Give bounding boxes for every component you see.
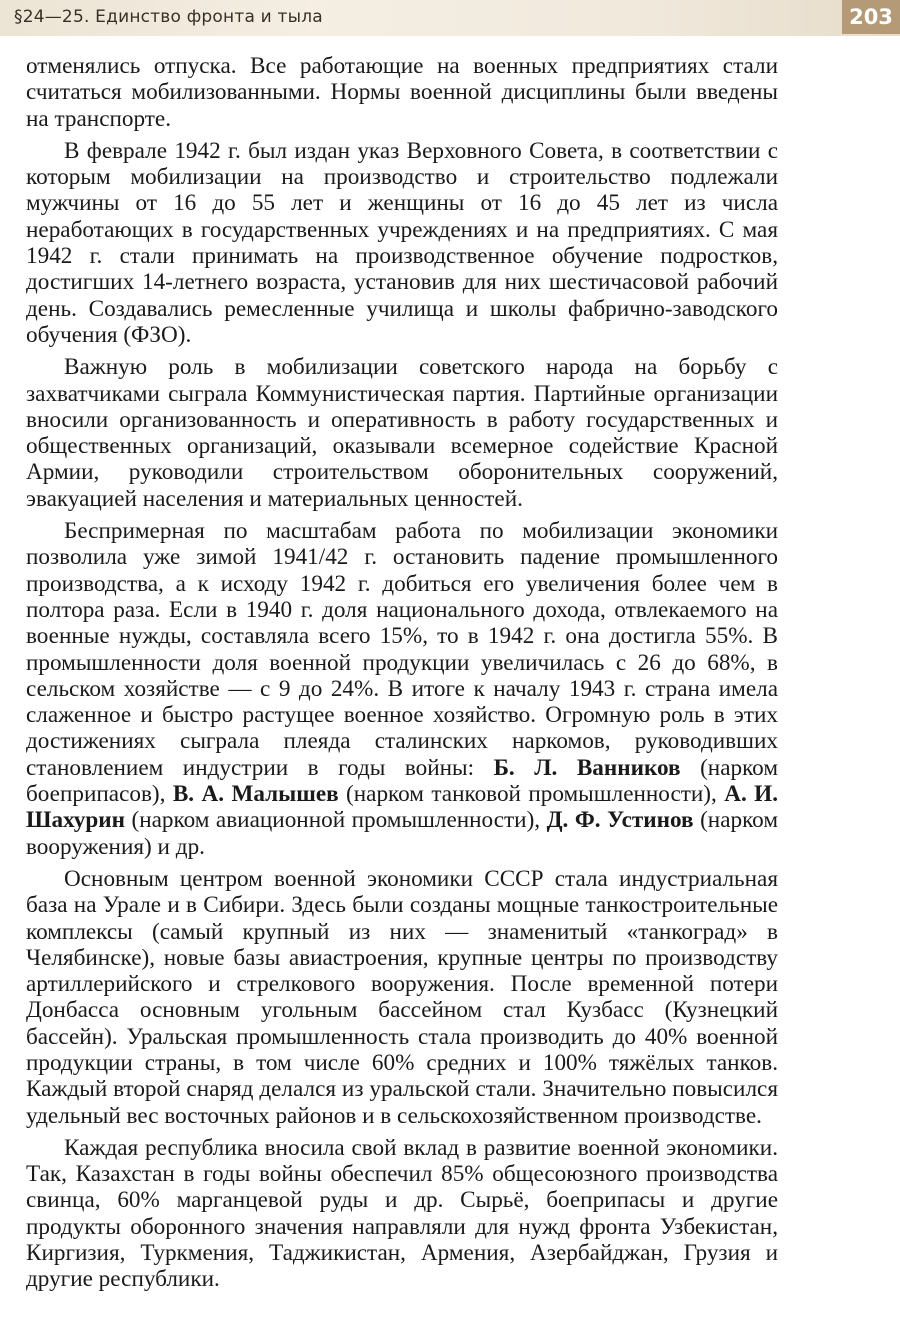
page-body bbox=[26, 53, 778, 1299]
paragraph-5: Основным центром военной экономики СССР стала индустриальная база на Урале и в Сибири. Здесь были созданы мощные танкостроительные комплексы (самый крупный из них — знаменитый «танкоград» в Челябинске), новые базы авиастроения, крупные центры по производству артиллерийского и стрелкового вооружения. После временной потери Донбасса основным угольным бассейном стал Кузбасс (Кузнецкий бассейн). Уральская промышленность стала производить до 40% военной продукции страны, в том числе 60% средних и 100% тяжёлых танков. Каждый второй снаряд делался из уральской стали. Значительно повысился удельный вес восточных районов и в сельскохозяйственном производстве. bbox=[26, 865, 778, 1129]
paragraph-2: В феврале 1942 г. был издан указ Верховного Совета, в соответствии с которым мобилизации на производство и строительство подлежали мужчины от 16 до 55 лет и женщины от 16 до 45 лет из числа неработающих в государственных учреждениях и на предприятиях. С мая 1942 г. стали принимать на производственное обучение подростков, достигших 14-летнего возраста, установив для них шестичасовой рабочий день. Создавались ремесленные училища и школы фабрично-заводского обучения (ФЗО). bbox=[26, 137, 778, 348]
paragraph-4-text: Беспримерная по масштабам работа по мобилизации экономики позволила уже зимой 1941/42 г. остановить падение промышленного производства, а к исходу 1942 г. добиться его увеличения более чем в полтора раза. Если в 1940 г. доля национального дохода, отвлекаемого на военные нужды, составляла всего 15%, то в 1942 г. она достигла 55%. В промышленности доля военной продукции увеличилась с 26 до 68%, в сельском хозяйстве — с 9 до 24%. В итоге к началу 1943 г. страна имела слаженное и быстро растущее военное хозяйство. Огромную роль в этих достижениях сыграла плеяда сталинских наркомов, руководивших становлением индустрии в годы войны: bbox=[26, 518, 778, 781]
paragraph-3: Важную роль в мобилизации советского народа на борьбу с захватчиками сыграла Коммунистическая партия. Партийные организации вносили организованность и оперативность в работу государственных и общественных организаций, оказывали всемерное содействие Красной Армии, руководили строительством оборонительных сооружений, эвакуацией населения и материальных ценностей. bbox=[26, 354, 778, 512]
role-shakhurin: (нарком авиационной промышленности), bbox=[124, 807, 547, 834]
person-shakhurin: А. И. Шахурин bbox=[26, 781, 779, 834]
role-vannikov: (нарком боеприпасов), bbox=[26, 754, 779, 808]
role-malyshev: (нарком танковой промышленности), bbox=[338, 781, 725, 808]
person-ustinov: Д. Ф. Устинов bbox=[546, 807, 694, 834]
paragraph-6: Каждая республика вносила свой вклад в развитие военной экономики. Так, Казахстан в годы войны обеспечил 85% общесоюзного производства свинца, 60% марганцевой руды и др. Сырьё, боеприпасы и другие продукты оборонного значения направляли для нужд фронта Узбекистан, Киргизия, Туркмения, Таджикистан, Армения, Азербайджан, Грузия и другие республики. bbox=[26, 1134, 778, 1293]
paragraph-4 bbox=[26, 518, 778, 860]
page-header bbox=[0, 0, 900, 36]
person-vannikov: Б. Л. Ванников bbox=[493, 754, 681, 781]
page-number: 203 bbox=[842, 0, 900, 34]
section-title: §24—25. Единство фронта и тыла bbox=[14, 7, 323, 27]
person-malyshev: В. А. Малышев bbox=[172, 781, 339, 808]
role-ustinov: (нарком вооружения) и др. bbox=[26, 807, 779, 860]
paragraph-1: отменялись отпуска. Все работающие на военных предприятиях стали считаться мобилизованными. Нормы военной дисциплины были введены на транспорте. bbox=[26, 53, 778, 132]
